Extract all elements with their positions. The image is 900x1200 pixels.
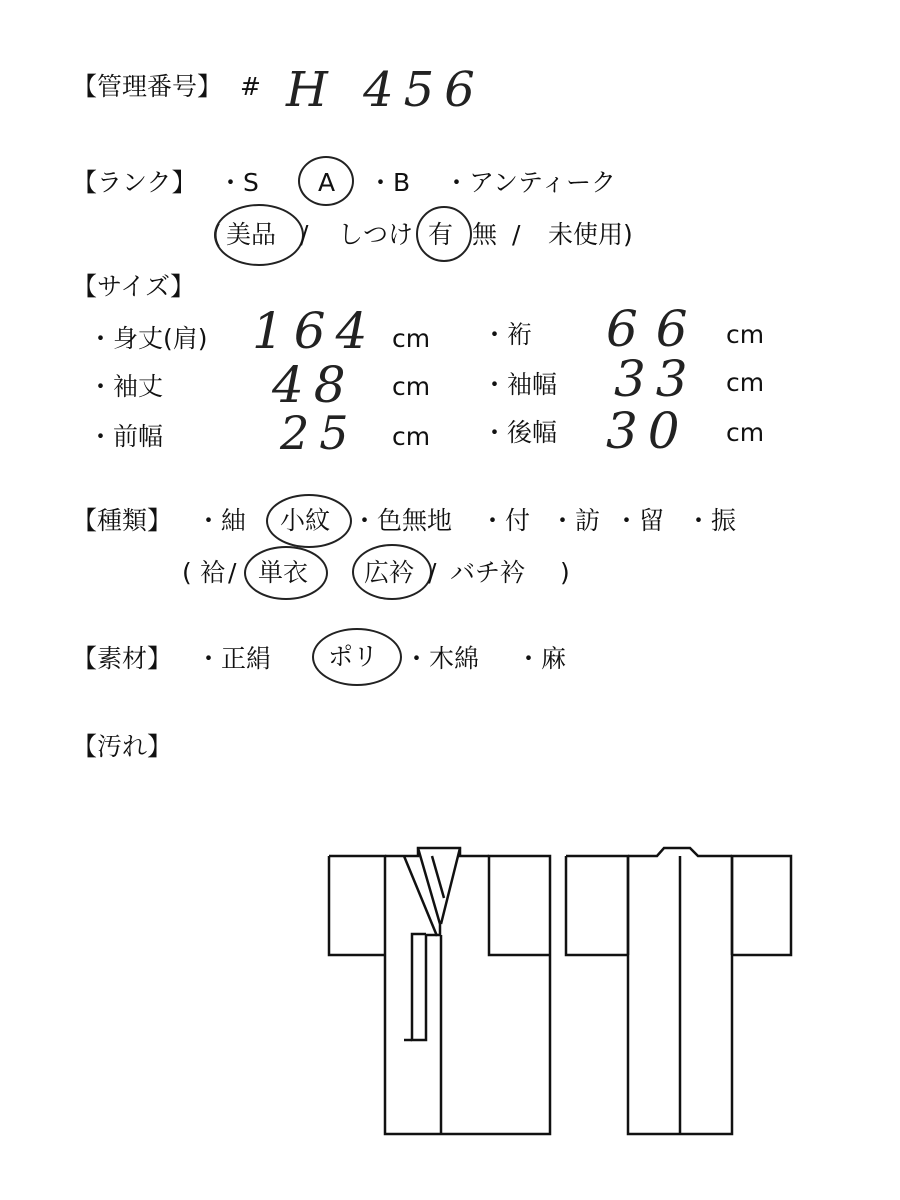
management-hash: # bbox=[240, 72, 261, 101]
kimono-front-icon bbox=[329, 848, 550, 1134]
type-slash-1: / bbox=[228, 558, 237, 587]
size-row3-left-value: 25 bbox=[280, 406, 359, 460]
size-row1-right-value: 66 bbox=[606, 300, 706, 358]
rank-slash-2: / bbox=[512, 220, 521, 249]
size-row2-left-unit: cm bbox=[392, 372, 431, 401]
size-row3-left-label: ・前幅 bbox=[88, 422, 164, 451]
kimono-back-icon bbox=[566, 848, 791, 1134]
rank-label: 【ランク】 bbox=[72, 168, 197, 197]
management-number: H 456 bbox=[286, 62, 485, 118]
type-hitoe: 単衣 bbox=[258, 558, 309, 587]
size-row1-left-label: ・身丈(肩) bbox=[88, 324, 208, 353]
rank-option-a: A bbox=[318, 168, 336, 197]
type-bachieri: バチ衿 bbox=[450, 558, 526, 587]
size-row1-right-label: ・裄 bbox=[482, 320, 533, 349]
rank-option-b: ・B bbox=[368, 168, 411, 197]
size-row1-left-unit: cm bbox=[392, 324, 431, 353]
rank-slash-1: / bbox=[300, 220, 309, 249]
type-furi: ・振 bbox=[686, 506, 737, 535]
rank-condition-beauty: 美品 bbox=[226, 220, 277, 249]
size-row2-right-value: 33 bbox=[614, 350, 698, 408]
size-row3-right-unit: cm bbox=[726, 418, 765, 447]
management-label: 【管理番号】 bbox=[72, 72, 223, 101]
rank-shitsuke-no: 無 bbox=[472, 220, 498, 249]
material-poly: ポリ bbox=[328, 642, 379, 671]
stains-label: 【汚れ】 bbox=[72, 732, 173, 761]
rank-option-antique: ・アンティーク bbox=[444, 168, 617, 197]
type-komon: 小紋 bbox=[280, 506, 331, 535]
size-row3-left-unit: cm bbox=[392, 422, 431, 451]
size-row3-right-label: ・後幅 bbox=[482, 418, 558, 447]
rank-option-s: ・S bbox=[218, 168, 259, 197]
size-row2-left-value: 48 bbox=[272, 356, 356, 414]
type-hiroeri: 広衿 bbox=[364, 558, 415, 587]
size-label: 【サイズ】 bbox=[72, 272, 196, 301]
rank-unused: 未使用) bbox=[548, 220, 633, 249]
material-label: 【素材】 bbox=[72, 644, 173, 673]
size-row2-left-label: ・袖丈 bbox=[88, 372, 164, 401]
size-row2-right-label: ・袖幅 bbox=[482, 370, 558, 399]
type-tsuke: ・付 bbox=[480, 506, 531, 535]
material-hemp: ・麻 bbox=[516, 644, 567, 673]
size-row3-right-value: 30 bbox=[606, 402, 690, 460]
material-silk: ・正絹 bbox=[196, 644, 272, 673]
type-awase: 袷 bbox=[200, 558, 226, 587]
size-row2-right-unit: cm bbox=[726, 368, 765, 397]
type-slash-2: / bbox=[428, 558, 437, 587]
type-hou: ・訪 bbox=[550, 506, 601, 535]
type-label: 【種類】 bbox=[72, 506, 173, 535]
type-close-paren: ) bbox=[560, 558, 570, 587]
size-row1-right-unit: cm bbox=[726, 320, 765, 349]
rank-condition-open-paren: ( bbox=[212, 220, 222, 249]
type-tome: ・留 bbox=[614, 506, 665, 535]
type-iromuji: ・色無地 bbox=[352, 506, 453, 535]
material-cotton: ・木綿 bbox=[404, 644, 480, 673]
type-open-paren: ( bbox=[182, 558, 192, 587]
size-row1-left-value: 164 bbox=[252, 302, 378, 360]
rank-shitsuke: しつけ bbox=[338, 220, 414, 249]
type-tsumugi: ・紬 bbox=[196, 506, 247, 535]
rank-shitsuke-yes: 有 bbox=[428, 220, 454, 249]
